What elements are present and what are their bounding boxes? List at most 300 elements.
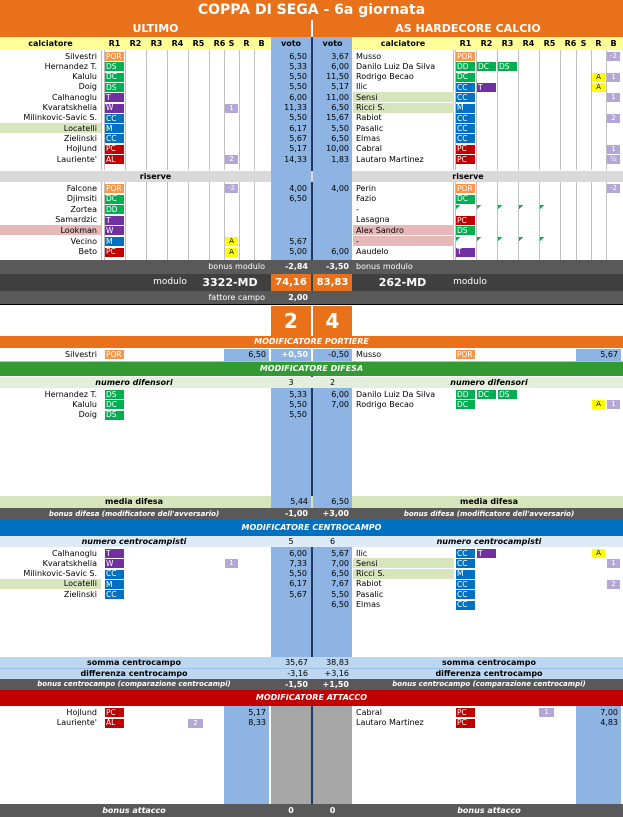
- col-header: R2: [480, 38, 493, 48]
- player-vote: 6,00: [331, 247, 349, 257]
- player-name: Rodrigo Becao: [356, 72, 414, 82]
- player-name: -: [356, 236, 359, 246]
- cell: [101, 182, 102, 260]
- badge-s: -2: [225, 184, 238, 193]
- player-name: Lautaro Martinez: [356, 154, 424, 164]
- player-vote: [271, 225, 310, 236]
- col-header: S: [580, 38, 587, 48]
- role-badge: PC: [456, 155, 475, 164]
- role-badge: PC: [456, 216, 475, 225]
- empty-marker: [519, 237, 538, 246]
- badge-b: 1: [607, 73, 620, 82]
- player-vote: 6,50: [289, 194, 307, 204]
- badge-r: A: [592, 83, 605, 92]
- empty-marker: [540, 205, 559, 214]
- grid-line: [518, 182, 519, 260]
- gk-right-voto: 5,67: [576, 349, 621, 361]
- badge-b: 1: [607, 93, 620, 102]
- role-badge: CC: [456, 83, 475, 92]
- player-name: Samardzic: [55, 215, 97, 225]
- role-badge: DS: [498, 62, 517, 71]
- diff-label: differenza centrocampo: [435, 668, 543, 678]
- empty-marker: [540, 237, 559, 246]
- badge-s: A: [225, 237, 238, 246]
- cell: [271, 706, 311, 804]
- player-vote: 1,83: [331, 154, 349, 164]
- player-vote: [271, 215, 310, 226]
- score-right: 83,83: [313, 274, 352, 291]
- bonus-cc-label: bonus centrocampo (comparazione centrocampi): [392, 680, 586, 688]
- bonus-difesa-right: +3,00: [322, 509, 349, 518]
- modulo-left: 3322-MD: [202, 276, 258, 289]
- grid-line: [125, 182, 126, 260]
- empty-marker: [498, 237, 517, 246]
- role-badge: CC: [456, 114, 475, 123]
- player-vote: 5,33: [289, 61, 307, 71]
- grid-line: [209, 50, 210, 170]
- grid-line: [209, 182, 210, 260]
- col-header: R5: [192, 38, 205, 48]
- badge-b: 2: [607, 580, 620, 589]
- role-badge: DC: [105, 400, 124, 409]
- grid-line: [576, 50, 577, 170]
- role-badge: M: [105, 237, 124, 246]
- modulo-label: modulo: [453, 277, 487, 287]
- somma-left: 35,67: [285, 657, 308, 667]
- media-left: 5,44: [271, 496, 311, 508]
- player-name: Lookman: [60, 225, 97, 235]
- role-badge: DS: [105, 411, 124, 420]
- empty-marker: [498, 205, 517, 214]
- player-name: Doig: [78, 410, 97, 420]
- player-vote: 5,67: [289, 133, 307, 143]
- player-vote: 5,33: [289, 389, 307, 399]
- player-name: Elmas: [356, 133, 381, 143]
- media-label: media difesa: [460, 497, 518, 506]
- player-vote: [313, 236, 352, 247]
- player-vote: 11,33: [284, 103, 307, 112]
- centrocampo-title: MODIFICATORE CENTROCAMPO: [241, 523, 382, 532]
- goals-left: 2: [271, 306, 311, 336]
- player-name: Locatelli: [63, 123, 97, 133]
- cc-right-vote: 5,67: [331, 548, 349, 558]
- badge-b: 1: [607, 145, 620, 154]
- grid-line: [146, 182, 147, 260]
- reserves-header: riserve: [139, 171, 172, 181]
- grid-line: [476, 182, 477, 260]
- role-badge: DD: [456, 62, 475, 71]
- role-badge: DS: [105, 83, 124, 92]
- role-badge: DC: [456, 400, 475, 409]
- col-header: R3: [501, 38, 514, 48]
- role-badge: DD: [456, 390, 475, 399]
- grid-line: [497, 182, 498, 260]
- cc-right-n: 6: [329, 536, 336, 546]
- col-header: R4: [522, 38, 535, 48]
- player-vote: [313, 215, 352, 226]
- player-vote: 4,00: [331, 183, 349, 193]
- grid-line: [591, 50, 592, 170]
- player-name: Danilo Luiz Da Silva: [356, 61, 436, 71]
- col-header: calciatore: [28, 38, 73, 48]
- bonus-difesa-label: bonus difesa (modificatore dell'avversario): [403, 509, 575, 518]
- player-name: Aaudelo: [356, 247, 389, 257]
- role-badge: DS: [498, 390, 517, 399]
- portieri-title: MODIFICATORE PORTIERE: [254, 337, 369, 346]
- player-vote: 11,00: [326, 92, 349, 102]
- role-badge: PC: [456, 719, 475, 728]
- modulo-label: modulo: [153, 277, 187, 287]
- empty-marker: [519, 205, 538, 214]
- col-header: R: [595, 38, 602, 48]
- cc-right-vote: 5,50: [331, 589, 349, 599]
- player-name: Kvaratskhelia: [42, 558, 97, 568]
- col-header: R4: [171, 38, 184, 48]
- role-badge: CC: [456, 124, 475, 133]
- role-badge: T: [105, 216, 124, 225]
- player-vote: [271, 204, 310, 215]
- role-badge: T: [477, 83, 496, 92]
- player-name: Vecino: [70, 236, 97, 246]
- diff-right: +3,16: [324, 668, 349, 678]
- col-header: R5: [543, 38, 556, 48]
- grid-line: [560, 182, 561, 260]
- bonus-attacco-label: bonus attacco: [457, 805, 521, 815]
- role-badge: POR: [105, 52, 124, 61]
- gk-right-name: Musso: [356, 350, 382, 359]
- bonus-attacco-right: 0: [329, 805, 336, 815]
- cell: [0, 291, 623, 304]
- player-vote: 5,17: [289, 144, 307, 154]
- cc-left-n: 5: [288, 536, 294, 546]
- player-name: Lasagna: [356, 215, 390, 225]
- role-badge: PC: [456, 708, 475, 717]
- player-vote: 5,50: [289, 82, 307, 92]
- team-left: ULTIMO: [132, 22, 179, 35]
- player-vote: 10,00: [326, 144, 349, 154]
- role-badge: T: [105, 549, 124, 558]
- role-badge: CC: [105, 114, 124, 123]
- player-vote: 6,50: [331, 133, 349, 143]
- role-badge: AL: [105, 155, 124, 164]
- player-name: Elmas: [356, 600, 381, 609]
- grid-line: [254, 182, 255, 260]
- player-name: Calhanoglu: [51, 92, 97, 102]
- grid-line: [591, 182, 592, 260]
- bonus-cc-label: bonus centrocampo (comparazione centrocampi): [37, 680, 231, 688]
- role-badge: DC: [477, 390, 496, 399]
- cc-label: numero centrocampisti: [436, 536, 542, 546]
- role-badge: CC: [456, 93, 475, 102]
- col-header: R2: [129, 38, 142, 48]
- player-vote: 5,50: [289, 410, 307, 420]
- empty-marker: [456, 237, 475, 246]
- role-badge: CC: [456, 549, 475, 558]
- role-badge: M: [456, 104, 475, 113]
- player-name: Milinkovic-Savic S.: [23, 113, 97, 123]
- grid-line: [239, 182, 240, 260]
- role-badge: CC: [456, 134, 475, 143]
- player-vote: 5,67: [289, 589, 307, 599]
- grid-line: [239, 50, 240, 170]
- grid-line: [606, 182, 607, 260]
- player-name: Sensi: [356, 92, 378, 102]
- player-vote: 4,83: [600, 718, 618, 727]
- role-badge: M: [105, 580, 124, 589]
- bonus-difesa-label: bonus difesa (modificatore dell'avversario): [48, 509, 220, 518]
- reserves-header: riserve: [452, 171, 484, 181]
- grid-line: [576, 182, 577, 260]
- badge-b: -2: [607, 184, 620, 193]
- role-badge: DS: [456, 226, 475, 235]
- player-name: Beto: [78, 247, 97, 257]
- player-vote: 7,00: [600, 707, 618, 717]
- team-right: AS HARDECORE CALCIO: [395, 22, 541, 35]
- role-badge: PC: [105, 145, 124, 154]
- badge-b: 2: [607, 114, 620, 123]
- col-header: voto: [280, 38, 302, 48]
- player-vote: 15,67: [326, 113, 349, 123]
- role-badge: M: [105, 124, 124, 133]
- badge-s: 1: [225, 104, 238, 113]
- player-vote: 5,50: [289, 399, 307, 409]
- cell: [0, 274, 623, 291]
- player-name: Cabral: [356, 707, 382, 717]
- player-vote: 4,00: [289, 183, 307, 193]
- cc-right-vote: 7,67: [331, 579, 349, 589]
- player-name: Lauriente': [56, 154, 97, 164]
- score-left: 74,16: [271, 274, 311, 291]
- role-badge: PC: [105, 708, 124, 717]
- player-name: Pasalic: [356, 123, 384, 133]
- page-title: COPPA DI SEGA - 6a giornata: [197, 2, 426, 18]
- somma-right: 38,83: [326, 657, 349, 667]
- empty-marker: [456, 205, 475, 214]
- badge-b: ½: [607, 155, 620, 164]
- grid-line: [254, 50, 255, 170]
- player-vote: 5,50: [289, 72, 307, 82]
- role-badge: T: [456, 248, 475, 257]
- badge-s: 2: [225, 155, 238, 164]
- player-vote: 6,50: [289, 51, 307, 61]
- player-name: Hernandez T.: [44, 389, 97, 399]
- fattore-value: 2,00: [288, 292, 308, 302]
- player-vote: 3,67: [331, 51, 349, 61]
- player-name: Hojlund: [66, 707, 97, 717]
- role-badge: CC: [105, 134, 124, 143]
- player-name: Rabiot: [356, 579, 382, 589]
- badge-s: 2: [188, 719, 203, 728]
- player-name: Kvaratskhelia: [42, 103, 97, 112]
- player-name: Cabral: [356, 144, 382, 154]
- role-badge: AL: [105, 719, 124, 728]
- gk-left-name: Silvestri: [65, 350, 97, 359]
- player-name: Zielinski: [63, 133, 97, 143]
- def-label: numero difensori: [450, 377, 528, 387]
- cell: [453, 182, 454, 260]
- col-header: voto: [322, 38, 343, 48]
- bonus-attacco-left: 0: [288, 805, 294, 815]
- role-badge: DC: [105, 195, 124, 204]
- player-name: Lautaro Martinez: [356, 718, 424, 727]
- col-header: S: [228, 38, 235, 48]
- badge-s: 1: [225, 559, 238, 568]
- col-header: R6: [564, 38, 577, 48]
- player-vote: 6,00: [331, 389, 349, 399]
- role-badge: W: [105, 104, 124, 113]
- player-vote: 6,50: [331, 103, 349, 112]
- player-name: Locatelli: [63, 579, 97, 589]
- player-name: Hojlund: [66, 144, 97, 154]
- player-vote: 5,50: [289, 569, 307, 579]
- grid-line: [539, 50, 540, 170]
- col-header: R1: [108, 38, 121, 48]
- diff-label: differenza centrocampo: [80, 668, 188, 678]
- role-badge: DD: [105, 205, 124, 214]
- bonus-cc-right: +1,50: [322, 679, 349, 689]
- role-badge: CC: [456, 559, 475, 568]
- col-header: R3: [150, 38, 163, 48]
- somma-label: somma centrocampo: [442, 657, 536, 667]
- player-name: Ilic: [356, 82, 368, 92]
- grid-line: [188, 182, 189, 260]
- player-name: Musso: [356, 51, 382, 61]
- player-vote: 14,33: [284, 154, 307, 164]
- role-badge: POR: [456, 52, 475, 61]
- badge-r: A: [592, 549, 605, 558]
- empty-marker: [477, 205, 496, 214]
- player-vote: 5,50: [289, 113, 307, 123]
- role-badge: DS: [105, 390, 124, 399]
- grid-line: [539, 182, 540, 260]
- role-badge: PC: [105, 248, 124, 257]
- col-header: R6: [213, 38, 226, 48]
- player-vote: 5,50: [331, 123, 349, 133]
- player-name: Kalulu: [72, 72, 97, 82]
- role-badge: M: [456, 570, 475, 579]
- player-name: Silvestri: [65, 51, 97, 61]
- col-header: B: [610, 38, 617, 48]
- player-name: Kalulu: [72, 399, 97, 409]
- role-badge: T: [105, 93, 124, 102]
- player-vote: 5,67: [289, 236, 307, 246]
- grid-line: [188, 50, 189, 170]
- def-label: numero difensori: [95, 377, 173, 387]
- player-vote: 7,33: [289, 558, 307, 568]
- player-name: Sensi: [356, 558, 378, 568]
- somma-label: somma centrocampo: [87, 657, 181, 667]
- grid-line: [167, 50, 168, 170]
- cell: [313, 706, 352, 804]
- cell: [0, 260, 623, 274]
- player-name: Hernandez T.: [44, 61, 97, 71]
- role-badge: T: [477, 549, 496, 558]
- grid-line: [125, 50, 126, 170]
- player-vote: [313, 194, 352, 205]
- goals-right: 4: [313, 306, 352, 336]
- cc-right-vote: 6,50: [331, 600, 349, 609]
- grid-line: [167, 182, 168, 260]
- badge-b: -2: [607, 52, 620, 61]
- bonus-modulo-right: -3,50: [325, 262, 349, 271]
- cell: [101, 50, 102, 170]
- grid-line: [146, 50, 147, 170]
- player-name: Fazio: [356, 194, 377, 204]
- col-header: R1: [459, 38, 472, 48]
- player-vote: 7,00: [331, 399, 349, 409]
- col-header: R: [243, 38, 250, 48]
- player-name: Perin: [356, 183, 377, 193]
- player-name: Lauriente': [56, 718, 97, 727]
- role-badge: W: [105, 226, 124, 235]
- grid-line: [518, 50, 519, 170]
- player-vote: [313, 225, 352, 236]
- badge-s: 1: [539, 708, 554, 717]
- empty-marker: [477, 237, 496, 246]
- badge-r: A: [592, 73, 605, 82]
- role-badge: CC: [105, 590, 124, 599]
- player-vote: 6,17: [289, 579, 307, 589]
- difesa-title: MODIFICATORE DIFESA: [259, 364, 364, 373]
- def-left-n: 3: [288, 377, 294, 387]
- role-badge: POR: [456, 350, 475, 359]
- player-name: Calhanoglu: [51, 548, 97, 558]
- player-vote: [313, 204, 352, 215]
- bonus-modulo-label: bonus modulo: [208, 262, 265, 271]
- role-badge: DC: [477, 62, 496, 71]
- media-label: media difesa: [105, 497, 163, 506]
- player-name: Ricci S.: [356, 103, 385, 112]
- player-name: Ricci S.: [356, 569, 385, 579]
- diff-left: -3,16: [287, 668, 308, 678]
- role-badge: POR: [105, 184, 124, 193]
- role-badge: DC: [456, 73, 475, 82]
- role-badge: PC: [456, 145, 475, 154]
- player-name: Doig: [78, 82, 97, 92]
- player-name: Rabiot: [356, 113, 382, 123]
- bonus-difesa-left: -1,00: [284, 509, 308, 518]
- col-header: B: [258, 38, 265, 48]
- def-right-n: 2: [329, 377, 336, 387]
- player-vote: 6,00: [331, 61, 349, 71]
- player-name: Alex Sandro: [356, 225, 404, 235]
- badge-b: 1: [607, 400, 620, 409]
- player-name: Ilic: [356, 548, 368, 558]
- role-badge: CC: [456, 601, 475, 610]
- col-header: calciatore: [380, 38, 426, 48]
- role-badge: W: [105, 559, 124, 568]
- role-badge: CC: [456, 580, 475, 589]
- role-badge: DS: [105, 62, 124, 71]
- media-right: 6,50: [313, 496, 352, 508]
- bonus-modulo-left: -2,84: [284, 262, 308, 271]
- player-name: Zielinski: [63, 589, 97, 599]
- player-vote: 5,17: [331, 82, 349, 92]
- player-vote: 8,33: [248, 718, 266, 727]
- attacco-title: MODIFICATORE ATTACCO: [255, 693, 368, 702]
- fattore-label: fattore campo: [208, 292, 265, 302]
- cc-right-vote: 7,00: [331, 558, 349, 568]
- role-badge: CC: [456, 590, 475, 599]
- role-badge: DC: [456, 195, 475, 204]
- bonus-attacco-label: bonus attacco: [102, 805, 166, 815]
- badge-r: A: [592, 400, 605, 409]
- player-vote: 6,00: [289, 92, 307, 102]
- cc-right-vote: 6,50: [331, 569, 349, 579]
- player-vote: 6,00: [289, 548, 307, 558]
- player-name: Pasalic: [356, 589, 384, 599]
- player-vote: 5,00: [289, 247, 307, 257]
